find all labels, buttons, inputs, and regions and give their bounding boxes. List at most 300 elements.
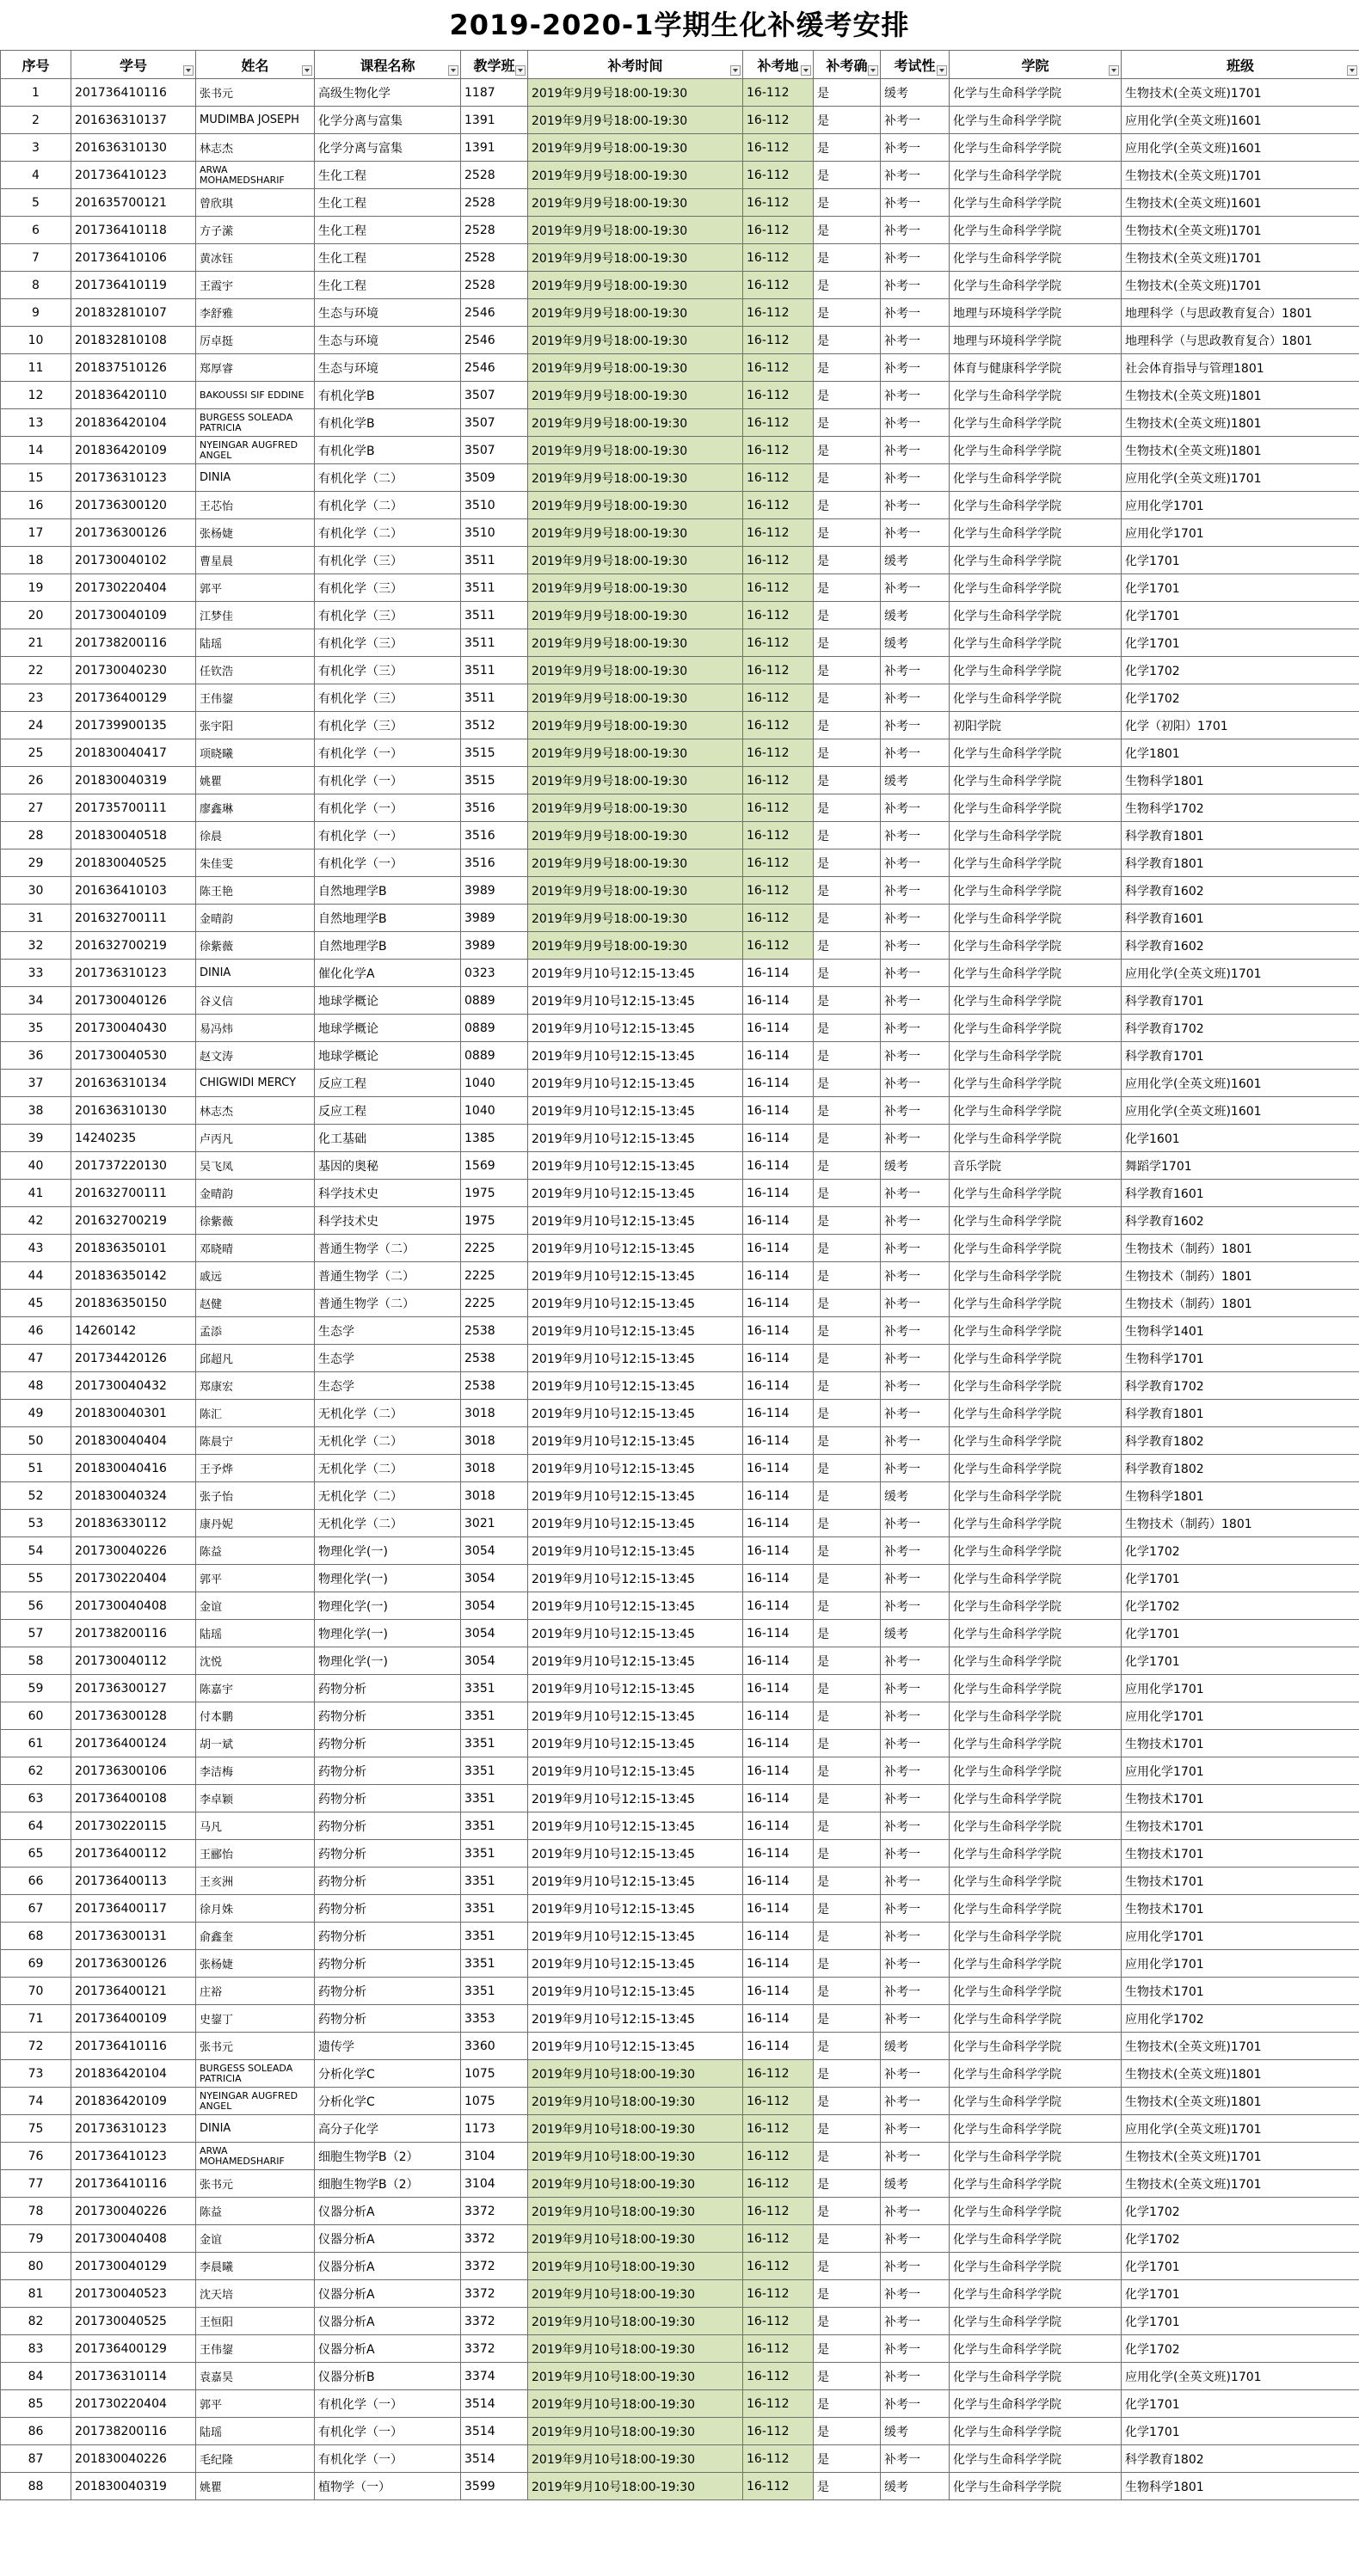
cell-class-no[interactable]: 2528 bbox=[461, 244, 528, 272]
cell-location[interactable]: 16-112 bbox=[743, 2115, 814, 2143]
cell-exam-time[interactable]: 2019年9月9号18:00-19:30 bbox=[528, 547, 743, 574]
cell-course[interactable]: 有机化学（一） bbox=[315, 794, 461, 822]
cell-location[interactable]: 16-112 bbox=[743, 684, 814, 712]
cell-course[interactable]: 生化工程 bbox=[315, 272, 461, 299]
cell-index[interactable]: 1 bbox=[1, 79, 71, 107]
cell-student-id[interactable]: 201730040230 bbox=[71, 657, 196, 684]
cell-exam-type[interactable]: 补考一 bbox=[881, 905, 950, 932]
cell-class[interactable]: 化学1702 bbox=[1122, 2225, 1359, 2253]
cell-index[interactable]: 25 bbox=[1, 739, 71, 767]
cell-confirm[interactable]: 是 bbox=[814, 1290, 881, 1317]
cell-class[interactable]: 社会体育指导与管理1801 bbox=[1122, 354, 1359, 382]
cell-course[interactable]: 药物分析 bbox=[315, 1978, 461, 2005]
cell-location[interactable]: 16-112 bbox=[743, 299, 814, 327]
cell-exam-time[interactable]: 2019年9月10号12:15-13:45 bbox=[528, 1152, 743, 1180]
cell-location[interactable]: 16-114 bbox=[743, 1097, 814, 1125]
cell-exam-type[interactable]: 缓考 bbox=[881, 602, 950, 629]
cell-exam-time[interactable]: 2019年9月10号18:00-19:30 bbox=[528, 2363, 743, 2390]
cell-name[interactable]: 陈益 bbox=[196, 1537, 315, 1565]
cell-course[interactable]: 分析化学C bbox=[315, 2088, 461, 2115]
cell-class[interactable]: 化学1702 bbox=[1122, 684, 1359, 712]
cell-exam-type[interactable]: 补考一 bbox=[881, 2060, 950, 2088]
cell-class[interactable]: 科学教育1602 bbox=[1122, 1207, 1359, 1235]
cell-course[interactable]: 有机化学（一） bbox=[315, 2445, 461, 2473]
cell-class[interactable]: 生物技术(全英文班)1801 bbox=[1122, 382, 1359, 409]
cell-index[interactable]: 11 bbox=[1, 354, 71, 382]
cell-class-no[interactable]: 2225 bbox=[461, 1290, 528, 1317]
cell-index[interactable]: 80 bbox=[1, 2253, 71, 2280]
cell-index[interactable]: 57 bbox=[1, 1620, 71, 1647]
cell-course[interactable]: 有机化学（一） bbox=[315, 2390, 461, 2418]
cell-course[interactable]: 药物分析 bbox=[315, 1840, 461, 1868]
cell-exam-type[interactable]: 补考一 bbox=[881, 1345, 950, 1372]
cell-name[interactable]: 林志杰 bbox=[196, 134, 315, 162]
cell-index[interactable]: 30 bbox=[1, 877, 71, 905]
cell-index[interactable]: 46 bbox=[1, 1317, 71, 1345]
cell-course[interactable]: 无机化学（二） bbox=[315, 1510, 461, 1537]
cell-index[interactable]: 17 bbox=[1, 519, 71, 547]
cell-exam-type[interactable]: 补考一 bbox=[881, 1290, 950, 1317]
cell-exam-type[interactable]: 缓考 bbox=[881, 2033, 950, 2060]
filter-dropdown-icon[interactable] bbox=[1109, 65, 1119, 76]
cell-location[interactable]: 16-112 bbox=[743, 464, 814, 492]
cell-name[interactable]: 王伟鋆 bbox=[196, 2335, 315, 2363]
cell-exam-time[interactable]: 2019年9月9号18:00-19:30 bbox=[528, 877, 743, 905]
cell-index[interactable]: 32 bbox=[1, 932, 71, 960]
cell-confirm[interactable]: 是 bbox=[814, 272, 881, 299]
cell-index[interactable]: 49 bbox=[1, 1400, 71, 1427]
cell-name[interactable]: 王予烨 bbox=[196, 1455, 315, 1482]
cell-index[interactable]: 50 bbox=[1, 1427, 71, 1455]
cell-confirm[interactable]: 是 bbox=[814, 1317, 881, 1345]
cell-college[interactable]: 化学与生命科学学院 bbox=[950, 107, 1122, 134]
cell-student-id[interactable]: 201736310123 bbox=[71, 2115, 196, 2143]
cell-course[interactable]: 无机化学（二） bbox=[315, 1455, 461, 1482]
cell-location[interactable]: 16-112 bbox=[743, 79, 814, 107]
cell-student-id[interactable]: 201738200116 bbox=[71, 2418, 196, 2445]
cell-confirm[interactable]: 是 bbox=[814, 1345, 881, 1372]
cell-index[interactable]: 63 bbox=[1, 1785, 71, 1812]
cell-exam-type[interactable]: 补考一 bbox=[881, 354, 950, 382]
cell-exam-type[interactable]: 补考一 bbox=[881, 1427, 950, 1455]
cell-index[interactable]: 78 bbox=[1, 2198, 71, 2225]
cell-exam-time[interactable]: 2019年9月10号12:15-13:45 bbox=[528, 1482, 743, 1510]
cell-index[interactable]: 2 bbox=[1, 107, 71, 134]
cell-class-no[interactable]: 3372 bbox=[461, 2308, 528, 2335]
cell-exam-time[interactable]: 2019年9月10号12:15-13:45 bbox=[528, 2033, 743, 2060]
cell-student-id[interactable]: 201736400112 bbox=[71, 1840, 196, 1868]
cell-exam-type[interactable]: 补考一 bbox=[881, 217, 950, 244]
cell-name[interactable]: 姚瞿 bbox=[196, 2473, 315, 2500]
cell-confirm[interactable]: 是 bbox=[814, 1620, 881, 1647]
cell-index[interactable]: 28 bbox=[1, 822, 71, 849]
cell-course[interactable]: 有机化学（二） bbox=[315, 464, 461, 492]
cell-confirm[interactable]: 是 bbox=[814, 2005, 881, 2033]
cell-index[interactable]: 20 bbox=[1, 602, 71, 629]
cell-exam-type[interactable]: 补考一 bbox=[881, 1070, 950, 1097]
cell-exam-type[interactable]: 补考一 bbox=[881, 107, 950, 134]
cell-class-no[interactable]: 1385 bbox=[461, 1125, 528, 1152]
cell-exam-type[interactable]: 补考一 bbox=[881, 739, 950, 767]
cell-exam-type[interactable]: 补考一 bbox=[881, 327, 950, 354]
cell-class[interactable]: 科学教育1702 bbox=[1122, 1015, 1359, 1042]
cell-confirm[interactable]: 是 bbox=[814, 767, 881, 794]
cell-exam-type[interactable]: 补考一 bbox=[881, 2088, 950, 2115]
cell-student-id[interactable]: 201736300126 bbox=[71, 519, 196, 547]
cell-name[interactable]: 林志杰 bbox=[196, 1097, 315, 1125]
cell-class-no[interactable]: 3509 bbox=[461, 464, 528, 492]
cell-name[interactable]: 李卓颖 bbox=[196, 1785, 315, 1812]
cell-location[interactable]: 16-112 bbox=[743, 134, 814, 162]
cell-course[interactable]: 地球学概论 bbox=[315, 1015, 461, 1042]
cell-class-no[interactable]: 3018 bbox=[461, 1427, 528, 1455]
cell-name[interactable]: 徐紫薇 bbox=[196, 1207, 315, 1235]
cell-name[interactable]: 方子潆 bbox=[196, 217, 315, 244]
cell-exam-type[interactable]: 补考一 bbox=[881, 2115, 950, 2143]
cell-exam-time[interactable]: 2019年9月9号18:00-19:30 bbox=[528, 712, 743, 739]
cell-confirm[interactable]: 是 bbox=[814, 602, 881, 629]
cell-course[interactable]: 科学技术史 bbox=[315, 1180, 461, 1207]
cell-location[interactable]: 16-112 bbox=[743, 739, 814, 767]
cell-student-id[interactable]: 201632700111 bbox=[71, 1180, 196, 1207]
cell-index[interactable]: 38 bbox=[1, 1097, 71, 1125]
cell-college[interactable]: 化学与生命科学学院 bbox=[950, 1510, 1122, 1537]
cell-class[interactable]: 舞蹈学1701 bbox=[1122, 1152, 1359, 1180]
cell-name[interactable]: 胡一斌 bbox=[196, 1730, 315, 1757]
cell-exam-type[interactable]: 缓考 bbox=[881, 2473, 950, 2500]
cell-exam-time[interactable]: 2019年9月10号12:15-13:45 bbox=[528, 1015, 743, 1042]
cell-student-id[interactable]: 201836350142 bbox=[71, 1262, 196, 1290]
cell-location[interactable]: 16-112 bbox=[743, 107, 814, 134]
cell-student-id[interactable]: 201836350101 bbox=[71, 1235, 196, 1262]
cell-index[interactable]: 64 bbox=[1, 1812, 71, 1840]
cell-course[interactable]: 生化工程 bbox=[315, 189, 461, 217]
cell-index[interactable]: 86 bbox=[1, 2418, 71, 2445]
cell-confirm[interactable]: 是 bbox=[814, 2198, 881, 2225]
cell-confirm[interactable]: 是 bbox=[814, 244, 881, 272]
cell-location[interactable]: 16-112 bbox=[743, 794, 814, 822]
cell-class-no[interactable]: 3511 bbox=[461, 629, 528, 657]
cell-college[interactable]: 化学与生命科学学院 bbox=[950, 1840, 1122, 1868]
cell-class[interactable]: 化学1701 bbox=[1122, 2308, 1359, 2335]
cell-exam-type[interactable]: 补考一 bbox=[881, 849, 950, 877]
cell-class[interactable]: 应用化学1702 bbox=[1122, 2005, 1359, 2033]
cell-exam-time[interactable]: 2019年9月10号18:00-19:30 bbox=[528, 2225, 743, 2253]
cell-college[interactable]: 化学与生命科学学院 bbox=[950, 1565, 1122, 1592]
cell-class-no[interactable]: 3351 bbox=[461, 1840, 528, 1868]
cell-course[interactable]: 细胞生物学B（2） bbox=[315, 2170, 461, 2198]
cell-name[interactable]: BURGESS SOLEADA PATRICIA bbox=[196, 2060, 315, 2088]
cell-name[interactable]: 吴飞凤 bbox=[196, 1152, 315, 1180]
cell-class-no[interactable]: 3514 bbox=[461, 2445, 528, 2473]
cell-college[interactable]: 化学与生命科学学院 bbox=[950, 822, 1122, 849]
cell-class[interactable]: 应用化学1701 bbox=[1122, 1923, 1359, 1950]
cell-name[interactable]: 戚远 bbox=[196, 1262, 315, 1290]
cell-student-id[interactable]: 201736300127 bbox=[71, 1675, 196, 1702]
cell-exam-type[interactable]: 补考一 bbox=[881, 2143, 950, 2170]
cell-index[interactable]: 81 bbox=[1, 2280, 71, 2308]
cell-exam-type[interactable]: 补考一 bbox=[881, 987, 950, 1015]
cell-location[interactable]: 16-114 bbox=[743, 1620, 814, 1647]
cell-class-no[interactable]: 3989 bbox=[461, 905, 528, 932]
cell-exam-type[interactable]: 缓考 bbox=[881, 629, 950, 657]
cell-course[interactable]: 有机化学（一） bbox=[315, 2418, 461, 2445]
cell-class[interactable]: 化学1702 bbox=[1122, 657, 1359, 684]
cell-class[interactable]: 科学教育1802 bbox=[1122, 2445, 1359, 2473]
cell-student-id[interactable]: 201736400129 bbox=[71, 684, 196, 712]
cell-exam-time[interactable]: 2019年9月10号12:15-13:45 bbox=[528, 1757, 743, 1785]
cell-class-no[interactable]: 0323 bbox=[461, 960, 528, 987]
cell-class-no[interactable]: 1040 bbox=[461, 1070, 528, 1097]
cell-location[interactable]: 16-114 bbox=[743, 1812, 814, 1840]
cell-name[interactable]: 张宇阳 bbox=[196, 712, 315, 739]
cell-location[interactable]: 16-112 bbox=[743, 2280, 814, 2308]
cell-student-id[interactable]: 201636310130 bbox=[71, 1097, 196, 1125]
cell-exam-type[interactable]: 缓考 bbox=[881, 547, 950, 574]
cell-confirm[interactable]: 是 bbox=[814, 960, 881, 987]
cell-class[interactable]: 生物技术1701 bbox=[1122, 1812, 1359, 1840]
cell-confirm[interactable]: 是 bbox=[814, 629, 881, 657]
cell-exam-time[interactable]: 2019年9月10号18:00-19:30 bbox=[528, 2115, 743, 2143]
cell-class-no[interactable]: 3507 bbox=[461, 382, 528, 409]
cell-class[interactable]: 应用化学1701 bbox=[1122, 492, 1359, 519]
cell-name[interactable]: 康丹妮 bbox=[196, 1510, 315, 1537]
cell-location[interactable]: 16-114 bbox=[743, 1070, 814, 1097]
cell-exam-time[interactable]: 2019年9月9号18:00-19:30 bbox=[528, 905, 743, 932]
cell-college[interactable]: 化学与生命科学学院 bbox=[950, 464, 1122, 492]
cell-class-no[interactable]: 1075 bbox=[461, 2088, 528, 2115]
cell-student-id[interactable]: 201736400108 bbox=[71, 1785, 196, 1812]
cell-student-id[interactable]: 201730040226 bbox=[71, 1537, 196, 1565]
cell-class-no[interactable]: 3372 bbox=[461, 2198, 528, 2225]
cell-class[interactable]: 应用化学(全英文班)1701 bbox=[1122, 960, 1359, 987]
cell-student-id[interactable]: 201836350150 bbox=[71, 1290, 196, 1317]
cell-college[interactable]: 化学与生命科学学院 bbox=[950, 1950, 1122, 1978]
cell-class-no[interactable]: 3353 bbox=[461, 2005, 528, 2033]
cell-class-no[interactable]: 1173 bbox=[461, 2115, 528, 2143]
cell-class[interactable]: 科学教育1801 bbox=[1122, 849, 1359, 877]
cell-class-no[interactable]: 3054 bbox=[461, 1592, 528, 1620]
cell-index[interactable]: 36 bbox=[1, 1042, 71, 1070]
cell-class-no[interactable]: 3372 bbox=[461, 2225, 528, 2253]
cell-index[interactable]: 56 bbox=[1, 1592, 71, 1620]
cell-index[interactable]: 18 bbox=[1, 547, 71, 574]
cell-exam-time[interactable]: 2019年9月10号12:15-13:45 bbox=[528, 1345, 743, 1372]
cell-exam-time[interactable]: 2019年9月10号12:15-13:45 bbox=[528, 1895, 743, 1923]
cell-class[interactable]: 科学教育1601 bbox=[1122, 905, 1359, 932]
cell-college[interactable]: 化学与生命科学学院 bbox=[950, 1675, 1122, 1702]
cell-course[interactable]: 药物分析 bbox=[315, 1895, 461, 1923]
cell-class-no[interactable]: 2546 bbox=[461, 327, 528, 354]
cell-class[interactable]: 生物技术（制药）1801 bbox=[1122, 1262, 1359, 1290]
cell-location[interactable]: 16-114 bbox=[743, 1840, 814, 1868]
cell-location[interactable]: 16-112 bbox=[743, 822, 814, 849]
cell-index[interactable]: 88 bbox=[1, 2473, 71, 2500]
cell-location[interactable]: 16-112 bbox=[743, 2363, 814, 2390]
cell-exam-time[interactable]: 2019年9月10号18:00-19:30 bbox=[528, 2473, 743, 2500]
cell-class-no[interactable]: 3989 bbox=[461, 877, 528, 905]
cell-class-no[interactable]: 3054 bbox=[461, 1537, 528, 1565]
filter-dropdown-icon[interactable] bbox=[937, 65, 947, 76]
cell-exam-time[interactable]: 2019年9月10号18:00-19:30 bbox=[528, 2390, 743, 2418]
cell-location[interactable]: 16-114 bbox=[743, 987, 814, 1015]
cell-student-id[interactable]: 201730040525 bbox=[71, 2308, 196, 2335]
cell-course[interactable]: 药物分析 bbox=[315, 1785, 461, 1812]
cell-confirm[interactable]: 是 bbox=[814, 519, 881, 547]
cell-index[interactable]: 5 bbox=[1, 189, 71, 217]
cell-class-no[interactable]: 3351 bbox=[461, 1812, 528, 1840]
cell-index[interactable]: 55 bbox=[1, 1565, 71, 1592]
cell-class-no[interactable]: 1569 bbox=[461, 1152, 528, 1180]
cell-confirm[interactable]: 是 bbox=[814, 464, 881, 492]
cell-location[interactable]: 16-114 bbox=[743, 1757, 814, 1785]
cell-course[interactable]: 药物分析 bbox=[315, 1757, 461, 1785]
cell-exam-type[interactable]: 补考一 bbox=[881, 1592, 950, 1620]
cell-college[interactable]: 化学与生命科学学院 bbox=[950, 1923, 1122, 1950]
cell-student-id[interactable]: 201832810107 bbox=[71, 299, 196, 327]
cell-exam-type[interactable]: 补考一 bbox=[881, 382, 950, 409]
cell-index[interactable]: 85 bbox=[1, 2390, 71, 2418]
cell-confirm[interactable]: 是 bbox=[814, 1262, 881, 1290]
cell-name[interactable]: 李晨曦 bbox=[196, 2253, 315, 2280]
cell-location[interactable]: 16-114 bbox=[743, 1895, 814, 1923]
cell-index[interactable]: 68 bbox=[1, 1923, 71, 1950]
cell-college[interactable]: 化学与生命科学学院 bbox=[950, 2143, 1122, 2170]
cell-exam-type[interactable]: 补考一 bbox=[881, 2445, 950, 2473]
cell-class-no[interactable]: 3351 bbox=[461, 1702, 528, 1730]
cell-confirm[interactable]: 是 bbox=[814, 739, 881, 767]
cell-index[interactable]: 3 bbox=[1, 134, 71, 162]
cell-name[interactable]: 李舒雅 bbox=[196, 299, 315, 327]
cell-location[interactable]: 16-114 bbox=[743, 1950, 814, 1978]
cell-student-id[interactable]: 14260142 bbox=[71, 1317, 196, 1345]
cell-exam-type[interactable]: 缓考 bbox=[881, 2170, 950, 2198]
cell-class[interactable]: 化学1701 bbox=[1122, 2253, 1359, 2280]
cell-name[interactable]: 廖鑫琳 bbox=[196, 794, 315, 822]
cell-class[interactable]: 科学教育1602 bbox=[1122, 877, 1359, 905]
cell-class-no[interactable]: 1975 bbox=[461, 1180, 528, 1207]
cell-name[interactable]: 郭平 bbox=[196, 2390, 315, 2418]
cell-student-id[interactable]: 201730220404 bbox=[71, 2390, 196, 2418]
cell-location[interactable]: 16-114 bbox=[743, 1317, 814, 1345]
cell-course[interactable]: 药物分析 bbox=[315, 1702, 461, 1730]
cell-course[interactable]: 药物分析 bbox=[315, 1950, 461, 1978]
cell-name[interactable]: 俞鑫奎 bbox=[196, 1923, 315, 1950]
cell-exam-time[interactable]: 2019年9月9号18:00-19:30 bbox=[528, 162, 743, 189]
cell-exam-time[interactable]: 2019年9月10号18:00-19:30 bbox=[528, 2060, 743, 2088]
cell-index[interactable]: 76 bbox=[1, 2143, 71, 2170]
cell-course[interactable]: 催化化学A bbox=[315, 960, 461, 987]
cell-college[interactable]: 体育与健康科学学院 bbox=[950, 354, 1122, 382]
cell-course[interactable]: 仪器分析A bbox=[315, 2198, 461, 2225]
cell-student-id[interactable]: 201737220130 bbox=[71, 1152, 196, 1180]
cell-class[interactable]: 应用化学(全英文班)1601 bbox=[1122, 107, 1359, 134]
cell-college[interactable]: 化学与生命科学学院 bbox=[950, 574, 1122, 602]
cell-index[interactable]: 52 bbox=[1, 1482, 71, 1510]
cell-class-no[interactable]: 3360 bbox=[461, 2033, 528, 2060]
cell-confirm[interactable]: 是 bbox=[814, 2170, 881, 2198]
cell-student-id[interactable]: 201830040404 bbox=[71, 1427, 196, 1455]
cell-location[interactable]: 16-114 bbox=[743, 960, 814, 987]
cell-course[interactable]: 有机化学（三） bbox=[315, 629, 461, 657]
cell-exam-time[interactable]: 2019年9月10号18:00-19:30 bbox=[528, 2143, 743, 2170]
cell-name[interactable]: 孟添 bbox=[196, 1317, 315, 1345]
cell-college[interactable]: 化学与生命科学学院 bbox=[950, 1317, 1122, 1345]
cell-location[interactable]: 16-112 bbox=[743, 409, 814, 437]
cell-index[interactable]: 35 bbox=[1, 1015, 71, 1042]
cell-index[interactable]: 60 bbox=[1, 1702, 71, 1730]
cell-course[interactable]: 反应工程 bbox=[315, 1097, 461, 1125]
cell-student-id[interactable]: 201830040301 bbox=[71, 1400, 196, 1427]
cell-exam-time[interactable]: 2019年9月10号12:15-13:45 bbox=[528, 1565, 743, 1592]
cell-name[interactable]: 项晓曦 bbox=[196, 739, 315, 767]
cell-class-no[interactable]: 1075 bbox=[461, 2060, 528, 2088]
cell-course[interactable]: 生态学 bbox=[315, 1345, 461, 1372]
cell-course[interactable]: 高分子化学 bbox=[315, 2115, 461, 2143]
cell-class-no[interactable]: 0889 bbox=[461, 1042, 528, 1070]
cell-name[interactable]: 王霞宇 bbox=[196, 272, 315, 299]
cell-confirm[interactable]: 是 bbox=[814, 2225, 881, 2253]
cell-college[interactable]: 化学与生命科学学院 bbox=[950, 1427, 1122, 1455]
cell-location[interactable]: 16-114 bbox=[743, 1592, 814, 1620]
cell-exam-type[interactable]: 补考一 bbox=[881, 1125, 950, 1152]
cell-student-id[interactable]: 201836330112 bbox=[71, 1510, 196, 1537]
cell-name[interactable]: ARWA MOHAMEDSHARIF bbox=[196, 2143, 315, 2170]
cell-college[interactable]: 化学与生命科学学院 bbox=[950, 1812, 1122, 1840]
cell-student-id[interactable]: 201738200116 bbox=[71, 1620, 196, 1647]
cell-name[interactable]: DINIA bbox=[196, 960, 315, 987]
cell-college[interactable]: 化学与生命科学学院 bbox=[950, 684, 1122, 712]
cell-college[interactable]: 化学与生命科学学院 bbox=[950, 162, 1122, 189]
cell-name[interactable]: 陆瑶 bbox=[196, 2418, 315, 2445]
cell-exam-time[interactable]: 2019年9月9号18:00-19:30 bbox=[528, 244, 743, 272]
cell-name[interactable]: BAKOUSSI SIF EDDINE bbox=[196, 382, 315, 409]
cell-location[interactable]: 16-112 bbox=[743, 767, 814, 794]
cell-location[interactable]: 16-114 bbox=[743, 1978, 814, 2005]
cell-name[interactable]: 金谊 bbox=[196, 1592, 315, 1620]
cell-confirm[interactable]: 是 bbox=[814, 1675, 881, 1702]
cell-course[interactable]: 自然地理学B bbox=[315, 932, 461, 960]
cell-exam-time[interactable]: 2019年9月9号18:00-19:30 bbox=[528, 684, 743, 712]
cell-exam-time[interactable]: 2019年9月9号18:00-19:30 bbox=[528, 107, 743, 134]
cell-exam-time[interactable]: 2019年9月9号18:00-19:30 bbox=[528, 217, 743, 244]
cell-location[interactable]: 16-114 bbox=[743, 1868, 814, 1895]
cell-index[interactable]: 24 bbox=[1, 712, 71, 739]
cell-location[interactable]: 16-114 bbox=[743, 1482, 814, 1510]
cell-exam-time[interactable]: 2019年9月9号18:00-19:30 bbox=[528, 574, 743, 602]
cell-location[interactable]: 16-114 bbox=[743, 1702, 814, 1730]
cell-confirm[interactable]: 是 bbox=[814, 2418, 881, 2445]
cell-exam-time[interactable]: 2019年9月10号12:15-13:45 bbox=[528, 1537, 743, 1565]
cell-class[interactable]: 生物技术1701 bbox=[1122, 1895, 1359, 1923]
cell-exam-type[interactable]: 补考一 bbox=[881, 299, 950, 327]
cell-college[interactable]: 化学与生命科学学院 bbox=[950, 1042, 1122, 1070]
cell-class-no[interactable]: 3511 bbox=[461, 684, 528, 712]
cell-index[interactable]: 13 bbox=[1, 409, 71, 437]
cell-class[interactable]: 生物技术(全英文班)1801 bbox=[1122, 2060, 1359, 2088]
cell-class-no[interactable]: 2528 bbox=[461, 189, 528, 217]
cell-student-id[interactable]: 201736310123 bbox=[71, 960, 196, 987]
cell-name[interactable]: 徐紫薇 bbox=[196, 932, 315, 960]
cell-name[interactable]: 陈益 bbox=[196, 2198, 315, 2225]
cell-location[interactable]: 16-114 bbox=[743, 1647, 814, 1675]
cell-exam-time[interactable]: 2019年9月10号18:00-19:30 bbox=[528, 2170, 743, 2198]
cell-location[interactable]: 16-112 bbox=[743, 2143, 814, 2170]
cell-student-id[interactable]: 201836420104 bbox=[71, 409, 196, 437]
cell-class-no[interactable]: 3516 bbox=[461, 822, 528, 849]
cell-college[interactable]: 化学与生命科学学院 bbox=[950, 272, 1122, 299]
cell-index[interactable]: 21 bbox=[1, 629, 71, 657]
